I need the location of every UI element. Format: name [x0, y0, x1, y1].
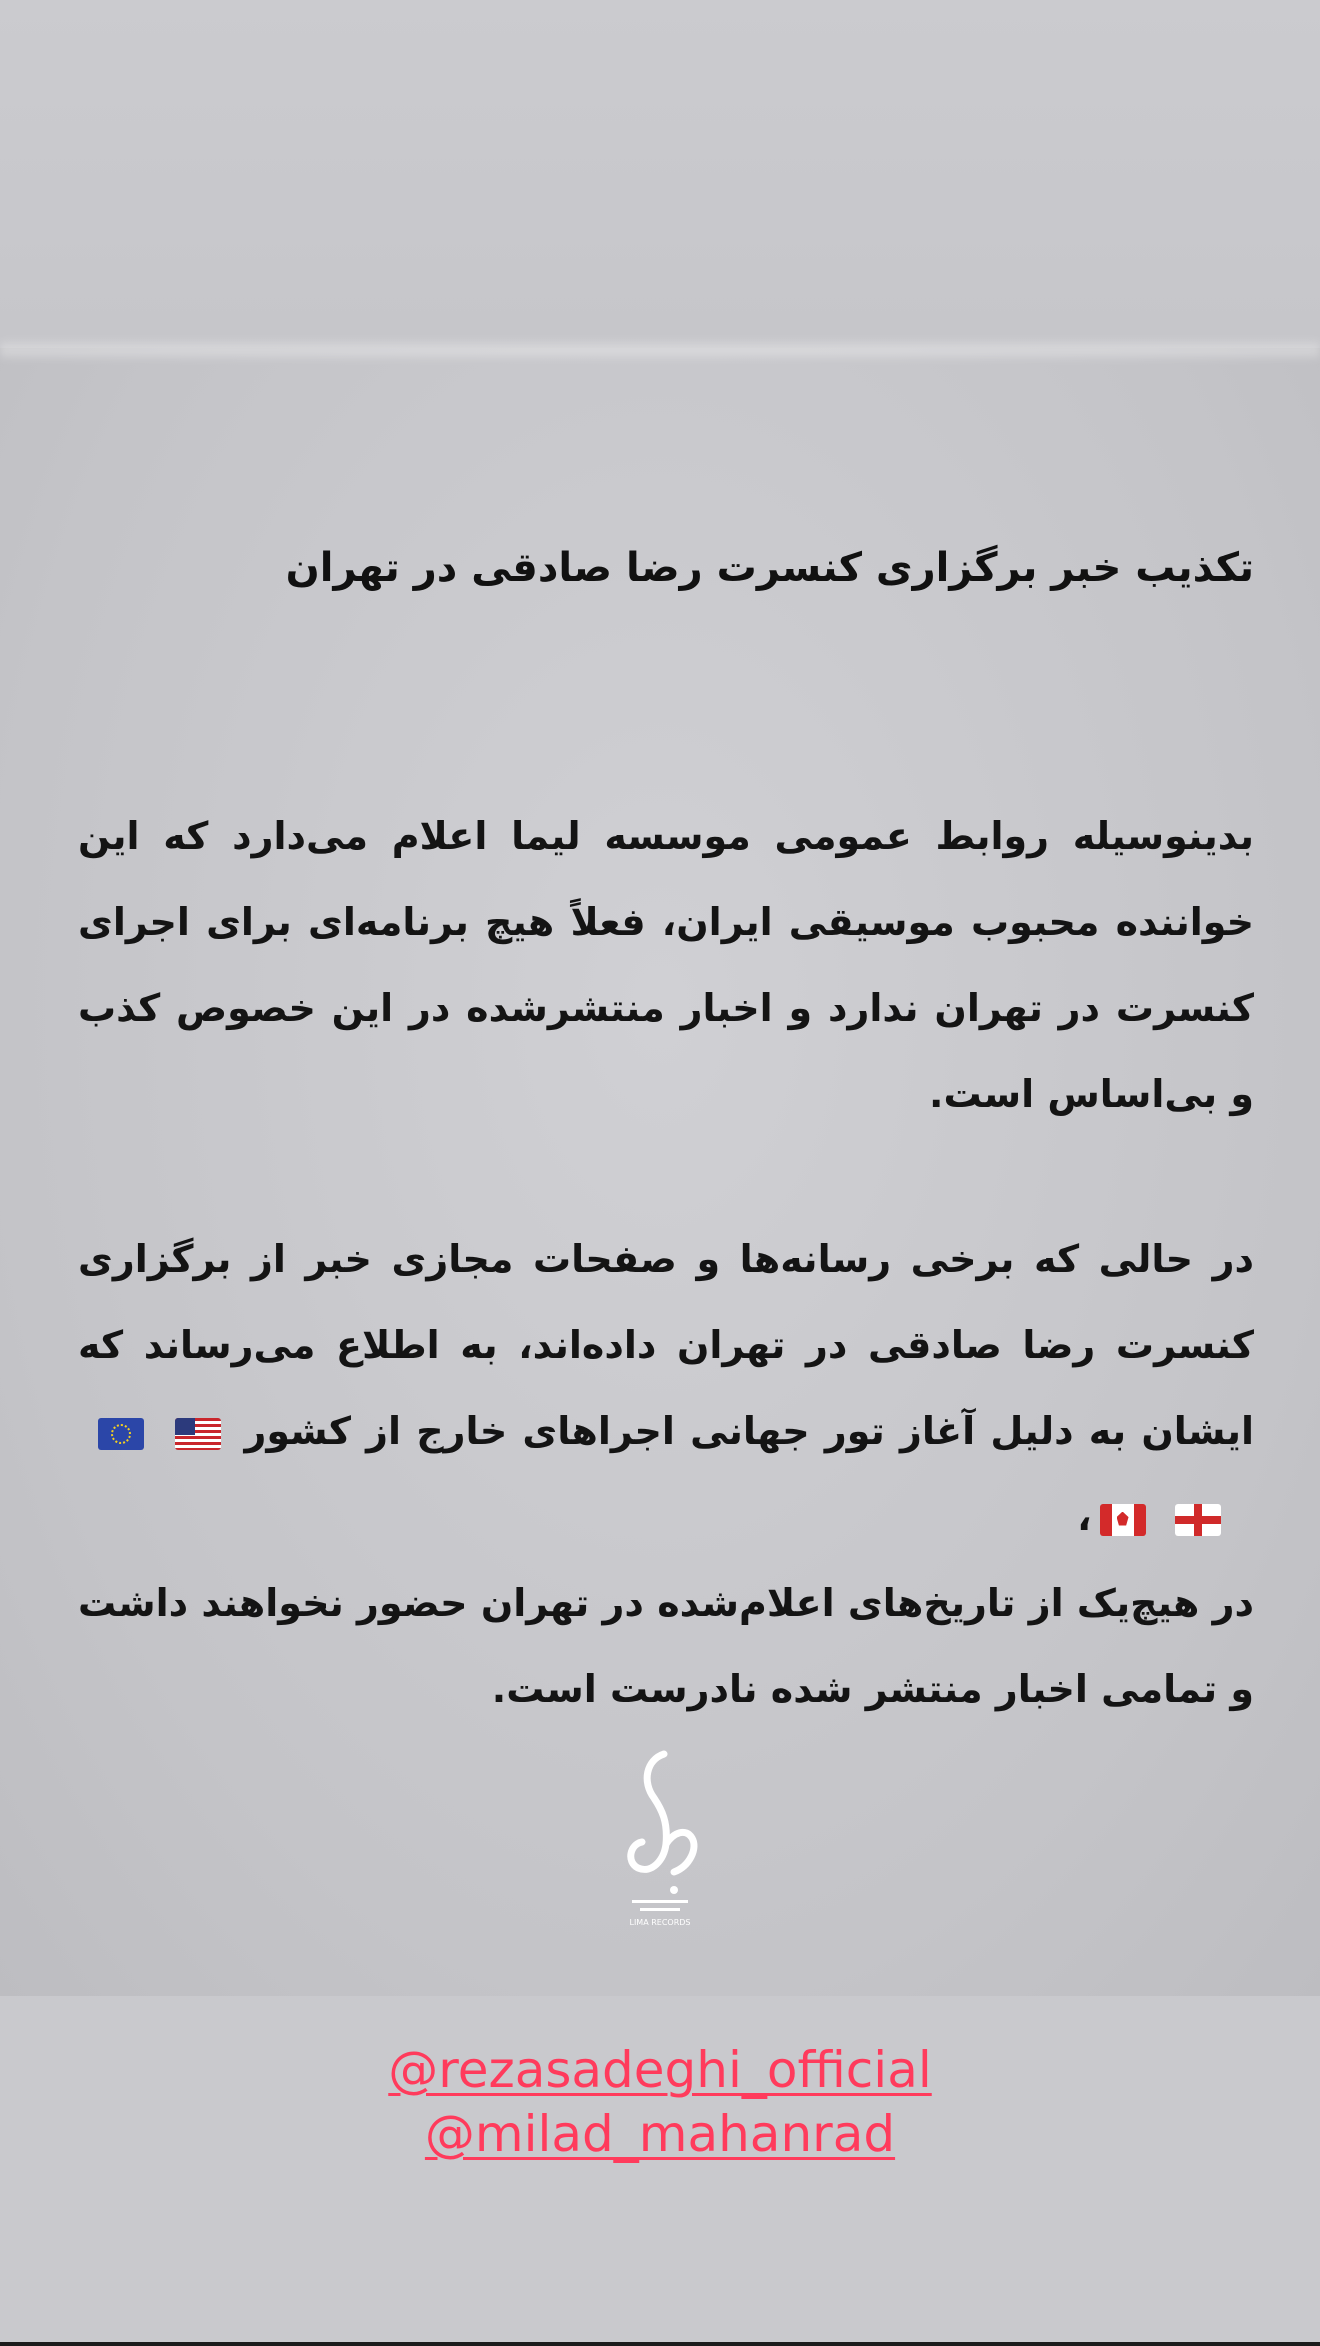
paragraph-2-comma: ، [1077, 1495, 1092, 1539]
eu-flag-icon [98, 1418, 144, 1450]
story-top-area [0, 0, 1320, 348]
mention-rezasadeghi[interactable]: @rezasadeghi_official [388, 2041, 932, 2099]
logo-caption: LIMA RECORDS [629, 1918, 691, 1927]
paragraph-2-text-start: در حالی که برخی رسانه‌ها و صفحات مجازی خبر از برگزاری کنسرت رضا صادقی در تهران داده‌اند، به اطلاع می‌رساند که ایشان به دلیل آغاز تور جهانی اجراهای خارج از کشور [78, 1237, 1255, 1453]
story-mentions [0, 2038, 1320, 2166]
announcement-paragraph-1: بدینوسیله روابط عمومی موسسه لیما اعلام می‌دارد که این خواننده محبوب موسیقی ایران، فعلاً هیچ برنامه‌ای برای اجرای کنسرت در تهران ندارد و اخبار منتشرشده در این خصوص کذب و بی‌اساس است. [78, 814, 1254, 1116]
announcement-title: تکذیب خبر برگزاری کنسرت رضا صادقی در تهران [285, 545, 1254, 591]
lima-music-logo-icon [612, 1748, 708, 1928]
us-flag-icon [175, 1418, 221, 1450]
mention-milad[interactable]: @milad_mahanrad [424, 2105, 896, 2163]
paragraph-2-text-end: در هیچ‌یک از تاریخ‌های اعلام‌شده در تهران حضور نخواهند داشت و تمامی اخبار منتشر شده نادرست است. [78, 1581, 1254, 1711]
england-flag-icon [1175, 1504, 1221, 1536]
card-top-edge [0, 338, 1320, 362]
bottom-bar [0, 2342, 1320, 2346]
announcement-paragraph-2 [78, 1216, 1254, 1732]
canada-flag-icon [1100, 1504, 1146, 1536]
